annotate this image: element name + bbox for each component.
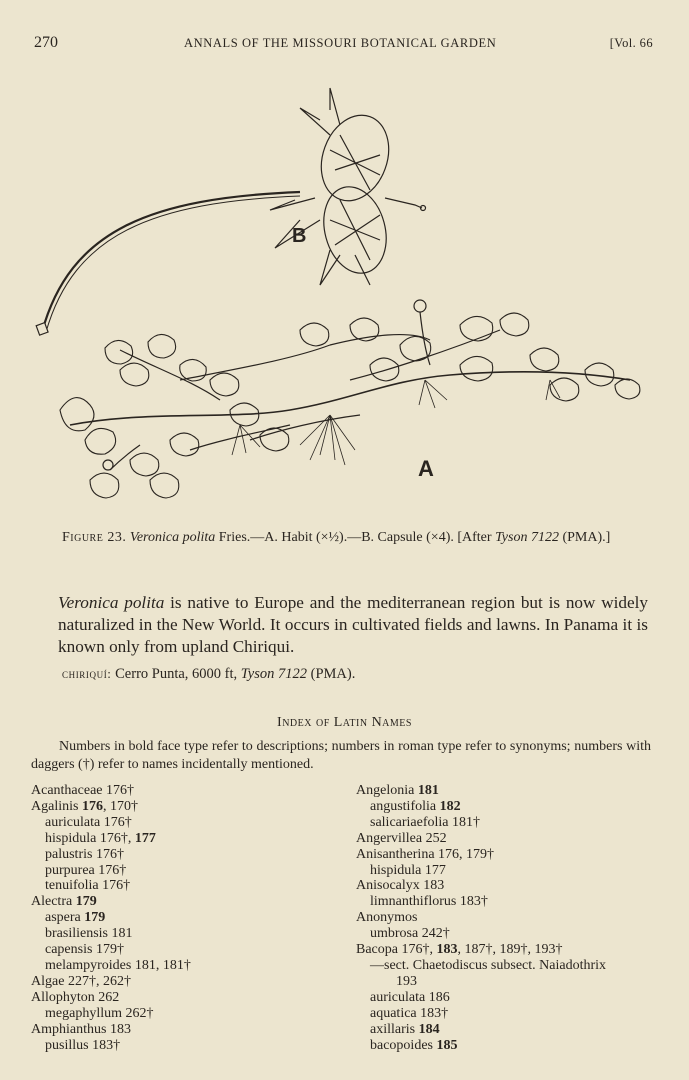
specimen-collector: Tyson 7122	[240, 666, 307, 682]
index-entry-ref: 181†	[448, 814, 481, 830]
caption-text: Fries.—A. Habit (×½).—B. Capsule (×4). [After	[215, 530, 496, 545]
index-entry-ref: 179†	[92, 942, 124, 958]
index-note: Numbers in bold face type refer to descriptions; numbers in roman type refer to synonyms; numbers with daggers (†) refer to names incidentally mentioned.	[31, 739, 651, 772]
index-entry-name: angustifolia	[370, 798, 437, 814]
index-entry-ref: 183†	[456, 894, 488, 910]
index-entry-ref: , 187†, 189†, 193†	[457, 942, 563, 958]
index-entry	[31, 1006, 331, 1022]
index-entry-name: pusillus	[45, 1037, 89, 1053]
index-entry	[31, 815, 331, 831]
index-entry-ref: 177	[421, 862, 446, 878]
index-entry-ref: 176†	[100, 814, 132, 830]
index-entry	[31, 990, 331, 1006]
index-entry	[356, 1006, 666, 1022]
index-entry	[31, 1038, 331, 1054]
botanical-illustration	[30, 80, 660, 520]
index-entry-name: Agalinis	[31, 798, 79, 814]
figure-caption	[62, 528, 647, 547]
species-description	[58, 592, 648, 658]
figure-number: Figure 23.	[62, 530, 127, 545]
index-entry-name: bacopoides	[370, 1037, 433, 1053]
index-entry-name: —sect. Chaetodiscus subsect. Naiadothrix	[370, 957, 607, 973]
figure-label-a: A	[418, 456, 434, 481]
index-entry-ref: 176†	[102, 783, 134, 798]
figure-label-b: B	[292, 225, 307, 247]
index-entry-name: hispidula	[370, 862, 422, 878]
index-entry	[356, 958, 666, 974]
index-entry	[31, 910, 331, 926]
index-entry	[356, 990, 666, 1006]
index-entry-ref: 252	[422, 830, 447, 846]
index-right-column	[356, 783, 666, 1053]
specimen-citation	[62, 666, 647, 683]
index-entry	[31, 783, 331, 799]
page-number: 270	[34, 34, 58, 51]
index-entry	[356, 847, 666, 863]
index-entry-name: purpurea	[45, 862, 95, 878]
index-entry-ref: 227†, 262†	[64, 973, 131, 989]
index-entry-name: Alectra	[31, 894, 73, 910]
index-entry	[31, 894, 331, 910]
index-entry	[356, 974, 666, 990]
index-entry-ref: 181	[414, 783, 439, 798]
index-entry-ref: , 170†	[102, 798, 138, 814]
index-entry-ref: 183	[419, 878, 445, 894]
roots	[232, 380, 560, 465]
index-entry-name: axillaris	[370, 1021, 416, 1037]
caption-collector: Tyson 7122	[495, 530, 559, 545]
index-entry	[356, 815, 666, 831]
index-entry	[31, 831, 331, 847]
index-entry-name: 193	[396, 973, 417, 989]
index-entry-name: salicariaefolia	[370, 814, 449, 830]
index-entry-name: Angervillea	[356, 830, 423, 846]
index-entry-ref: 176†,	[397, 942, 437, 958]
index-entry-ref: 183	[106, 1021, 131, 1037]
index-entry-ref: 179	[72, 894, 97, 910]
index-entry-name: Algae	[31, 973, 65, 989]
index-entry-name: umbrosa	[370, 926, 419, 942]
index-entry	[356, 878, 666, 894]
index-entry-name: aspera	[45, 910, 81, 926]
index-left-column	[31, 783, 331, 1053]
index-entry-ref: 184	[415, 1021, 440, 1037]
index-entry-ref: 176†	[94, 862, 127, 878]
body-paragraph: is native to Europe and the mediterranean region but is now widely naturalized in the New World. It occurs in cultivated fields and lawns. In Panama it is known only from upland Chiriqui.	[58, 593, 648, 656]
index-entry-name: megaphyllum	[45, 1005, 122, 1021]
index-entry-name: Acanthaceae	[31, 783, 103, 798]
index-entry	[356, 1038, 666, 1054]
index-entry-ref: 176†,	[96, 830, 135, 846]
index-entry-name: capensis	[45, 942, 93, 958]
index-entry-ref: 262	[94, 989, 120, 1005]
index-entry-ref: 176†	[98, 878, 131, 894]
index-entry	[31, 942, 331, 958]
index-entry-name: tenuifolia	[45, 878, 99, 894]
specimen-text: Cerro Punta, 6000 ft,	[111, 666, 241, 682]
index-entry-ref: 185	[432, 1037, 458, 1053]
index-entry-ref: 176, 179†	[434, 846, 495, 862]
index-title: Index of Latin Names	[277, 715, 412, 730]
index-entry-ref: 182	[436, 798, 461, 814]
capsule-upper-lobe	[310, 106, 400, 211]
index-entry-name: Anisantherina	[356, 846, 435, 862]
index-entry-name: aquatica	[370, 1005, 417, 1021]
index-entry-ref: 176	[78, 798, 103, 814]
caption-species: Veronica polita	[129, 530, 216, 545]
index-entry-ref: 179	[80, 910, 106, 926]
running-header	[34, 34, 653, 54]
index-entry-name: melampyroides	[45, 957, 132, 973]
index-entry	[356, 799, 666, 815]
index-entry	[356, 831, 666, 847]
index-entry-name: auriculata	[45, 814, 101, 830]
index-entry-ref: 242†	[418, 926, 450, 942]
index-entry-ref: 186	[425, 989, 450, 1005]
index-entry-name: auriculata	[370, 989, 426, 1005]
index-entry-name: Amphianthus	[31, 1021, 107, 1037]
index-entry	[356, 863, 666, 879]
index-entry	[31, 974, 331, 990]
index-entry	[356, 1022, 666, 1038]
index-entry-name: Bacopa	[356, 942, 398, 958]
index-entry-name: limnanthiflorus	[370, 894, 457, 910]
index-entry-ref: 183†	[416, 1005, 449, 1021]
index-entry	[356, 894, 666, 910]
specimen-locality: chiriquí:	[62, 666, 112, 681]
body-species: Veronica polita	[58, 593, 165, 612]
index-entry	[31, 958, 331, 974]
index-entry	[31, 847, 331, 863]
index-entry-ref: 183	[436, 942, 458, 958]
index-entry	[31, 799, 331, 815]
index-entry	[356, 783, 666, 799]
index-entry-name: Anisocalyx	[356, 878, 420, 894]
index-entry-ref: 177	[134, 830, 156, 846]
journal-title: ANNALS OF THE MISSOURI BOTANICAL GARDEN	[184, 36, 497, 50]
index-entry-name: Allophyton	[31, 989, 95, 1005]
index-entry-name: hispidula	[45, 830, 97, 846]
index-entry-name: brasiliensis	[45, 926, 108, 942]
index-entry	[356, 910, 666, 926]
veronica-drawing	[30, 80, 660, 520]
index-entry-name: Anonymos	[356, 910, 418, 926]
index-entry-ref: 262†	[122, 1005, 154, 1021]
index-entry	[31, 1022, 331, 1038]
specimen-herbarium: (PMA).	[307, 666, 356, 682]
index-entry-ref: 181	[108, 926, 133, 942]
index-entry-name: palustris	[45, 846, 93, 862]
index-entry	[356, 942, 666, 958]
index-entry	[31, 863, 331, 879]
index-entry-ref: 176†	[92, 846, 124, 862]
index-entry-ref: 181, 181†	[131, 957, 191, 973]
volume-label: [Vol. 66	[609, 36, 653, 50]
index-entry	[31, 878, 331, 894]
index-entry	[356, 926, 666, 942]
index-entry-name: Angelonia	[356, 783, 415, 798]
index-entry-ref: 183†	[88, 1037, 121, 1053]
index-entry	[31, 926, 331, 942]
caption-text-end: (PMA).]	[558, 530, 611, 545]
